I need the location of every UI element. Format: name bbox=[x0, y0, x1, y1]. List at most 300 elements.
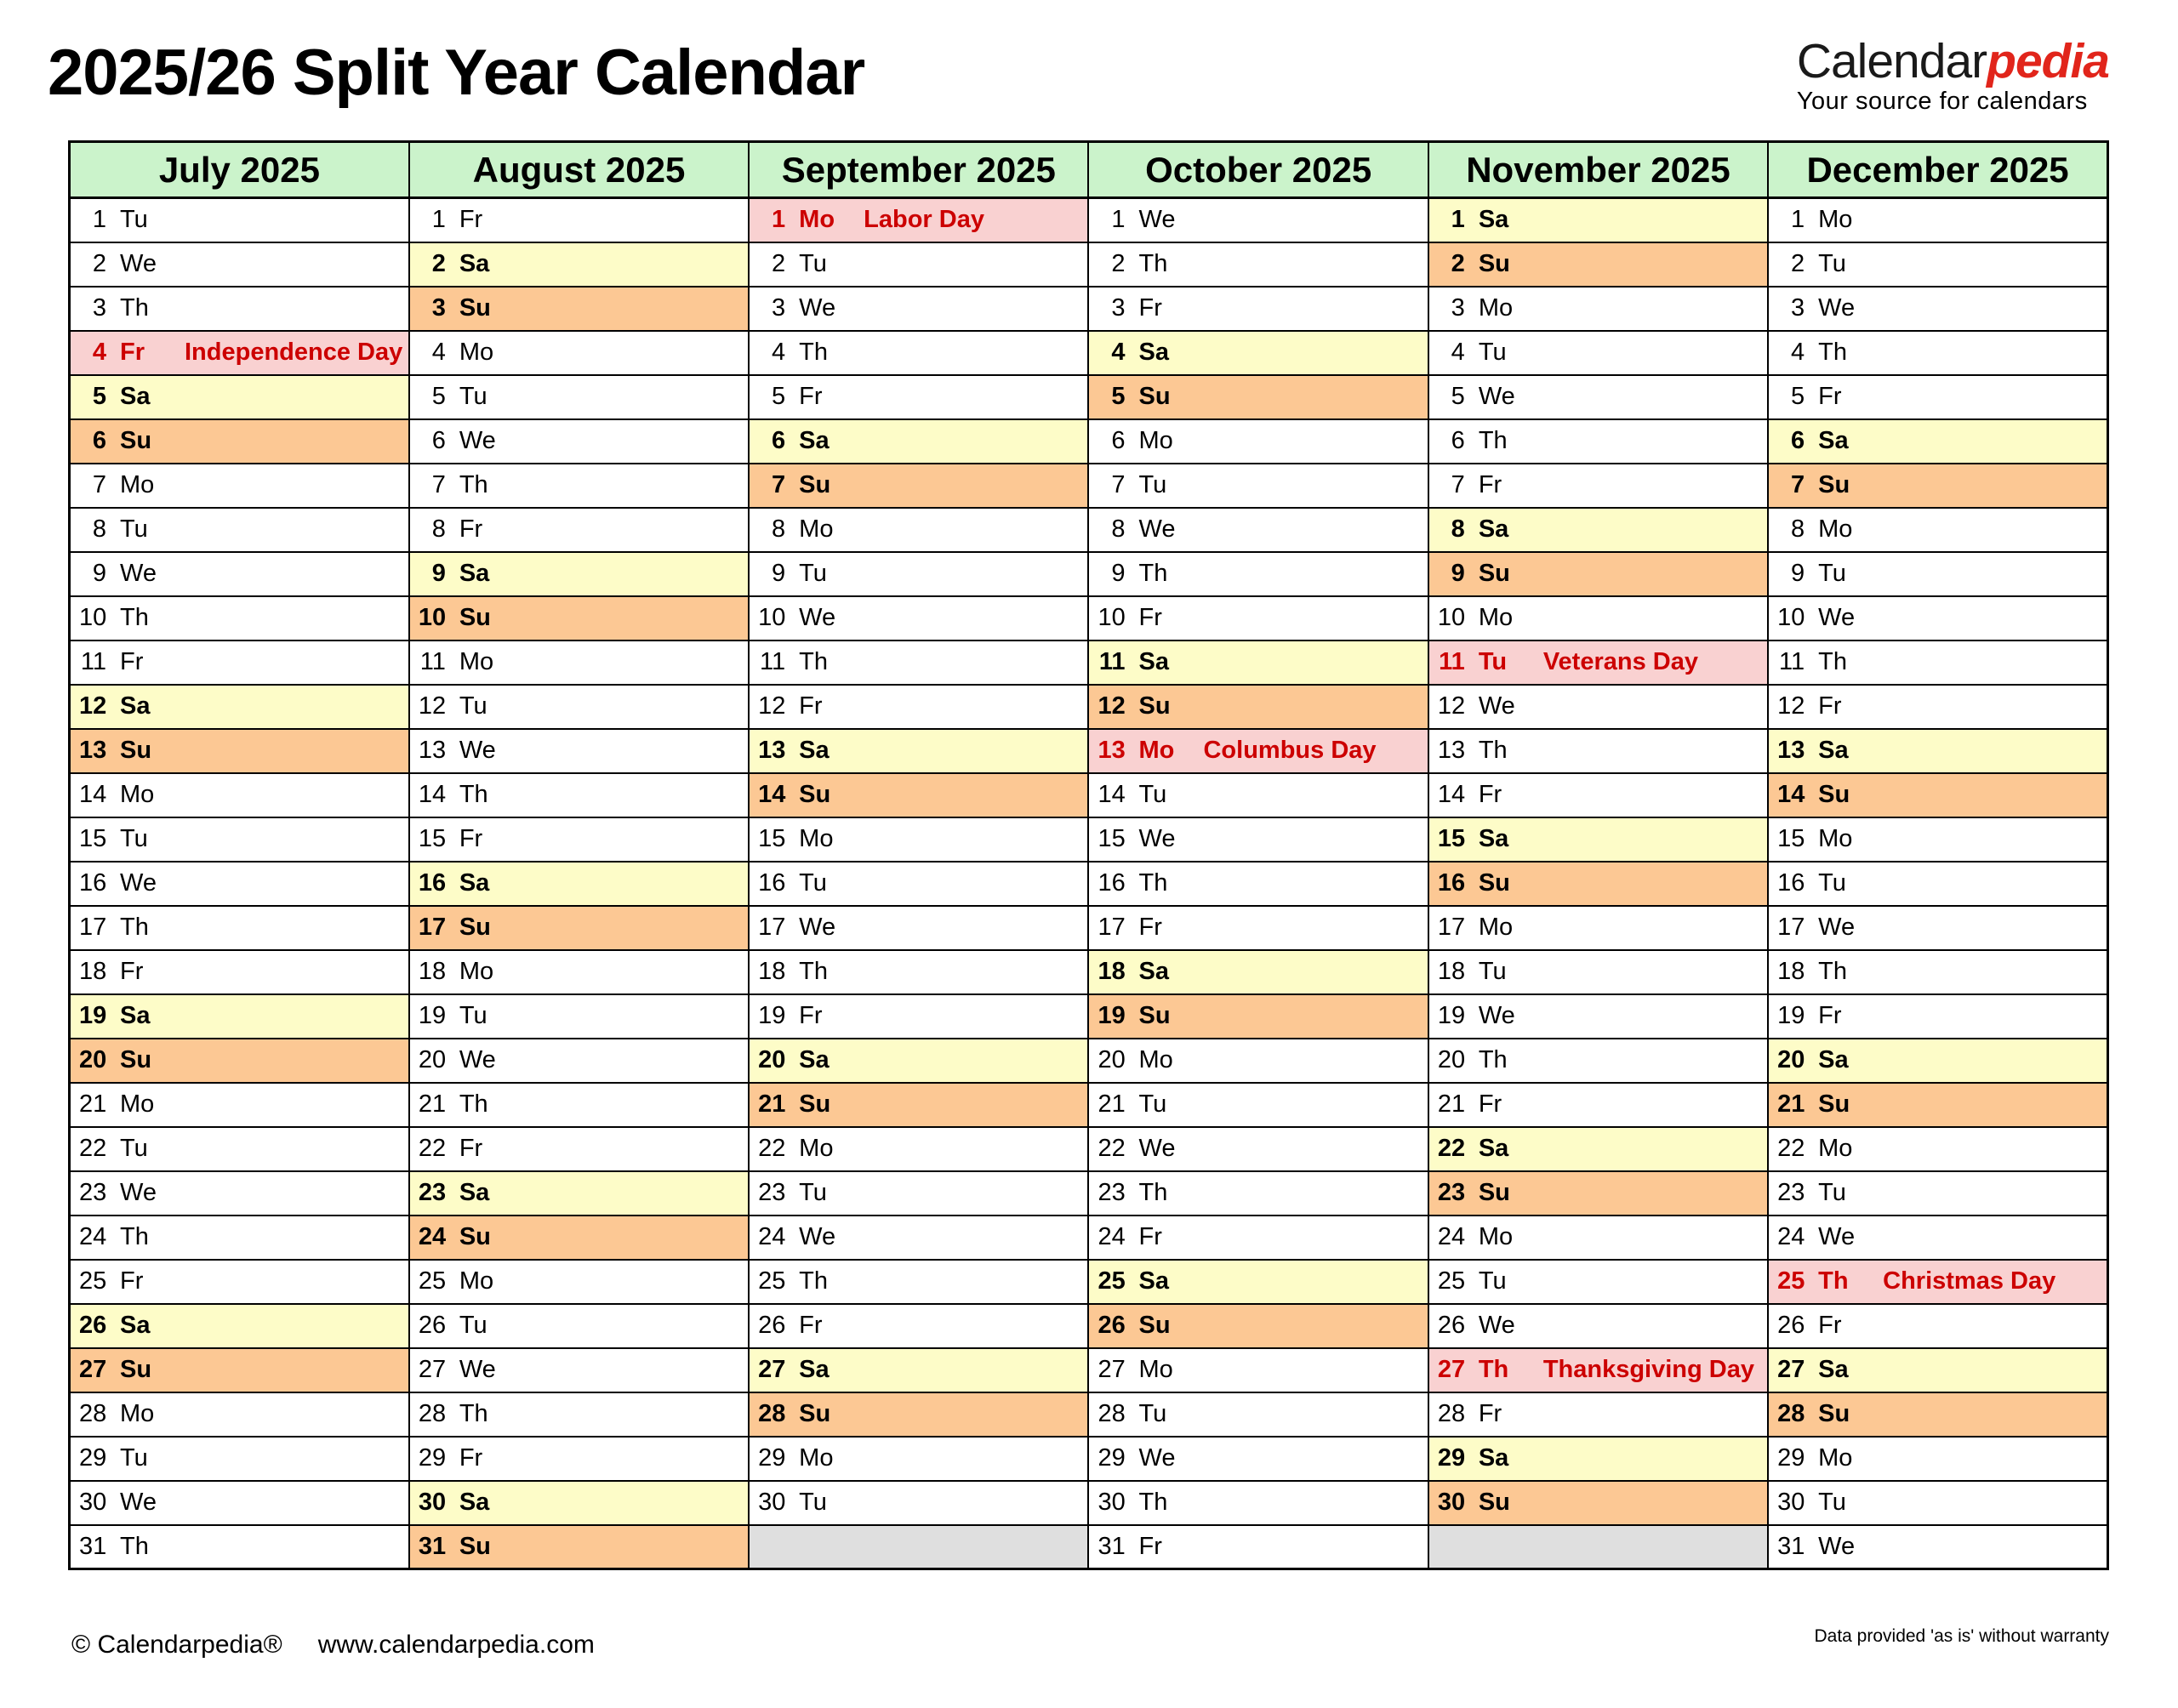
day-number: 21 bbox=[1437, 1090, 1466, 1118]
weekday-abbr: Tu bbox=[120, 206, 148, 234]
day-cell bbox=[409, 906, 749, 950]
calendar-row bbox=[70, 1083, 2108, 1127]
day-cell bbox=[1088, 729, 1428, 773]
day-number: 6 bbox=[1111, 427, 1126, 454]
weekday-abbr: Su bbox=[1478, 869, 1510, 897]
weekday-abbr: Sa bbox=[799, 427, 830, 454]
calendar-row bbox=[70, 685, 2108, 729]
day-cell bbox=[70, 640, 409, 685]
calendar-row bbox=[70, 1216, 2108, 1260]
weekday-abbr: Sa bbox=[459, 1489, 490, 1516]
weekday-abbr: Tu bbox=[1138, 1090, 1167, 1118]
day-number: 2 bbox=[772, 250, 786, 277]
weekday-abbr: Mo bbox=[799, 1135, 834, 1162]
day-number: 12 bbox=[1098, 692, 1126, 720]
day-number: 4 bbox=[92, 339, 106, 366]
day-cell bbox=[1428, 508, 1768, 552]
day-number: 5 bbox=[1451, 383, 1465, 410]
day-cell bbox=[749, 1437, 1088, 1481]
weekday-abbr: Mo bbox=[120, 471, 155, 498]
footer-disclaimer: Data provided 'as is' without warranty bbox=[1814, 1626, 2109, 1646]
day-number: 7 bbox=[92, 471, 106, 498]
day-number: 6 bbox=[431, 427, 446, 454]
day-number: 24 bbox=[79, 1223, 107, 1250]
day-cell bbox=[1768, 464, 2107, 508]
day-number: 16 bbox=[758, 869, 786, 897]
day-number: 11 bbox=[1439, 648, 1465, 675]
day-number: 25 bbox=[1098, 1267, 1126, 1295]
weekday-abbr: Su bbox=[459, 1223, 491, 1250]
day-number: 20 bbox=[758, 1046, 786, 1073]
day-cell bbox=[409, 198, 749, 242]
page-title: 2025/26 Split Year Calendar bbox=[48, 37, 865, 109]
day-number: 16 bbox=[418, 869, 447, 897]
day-cell bbox=[749, 862, 1088, 906]
weekday-abbr: Fr bbox=[799, 1312, 823, 1339]
day-number: 9 bbox=[1451, 560, 1465, 587]
day-number: 29 bbox=[758, 1444, 786, 1472]
day-number: 24 bbox=[1098, 1223, 1126, 1250]
weekday-abbr: Su bbox=[1478, 1179, 1510, 1206]
weekday-abbr: Th bbox=[799, 339, 828, 366]
day-cell bbox=[70, 464, 409, 508]
weekday-abbr: Sa bbox=[120, 1312, 151, 1339]
weekday-abbr: Tu bbox=[1138, 781, 1167, 808]
weekday-abbr: Tu bbox=[1818, 250, 1846, 277]
weekday-abbr: Sa bbox=[120, 692, 151, 720]
weekday-abbr: Su bbox=[1138, 1312, 1171, 1339]
calendar-row bbox=[70, 596, 2108, 640]
day-number: 12 bbox=[758, 692, 786, 720]
day-number: 3 bbox=[1111, 294, 1126, 322]
day-cell bbox=[70, 1039, 409, 1083]
day-cell bbox=[1768, 1348, 2107, 1392]
day-cell bbox=[1088, 906, 1428, 950]
weekday-abbr: Mo bbox=[1478, 1223, 1514, 1250]
weekday-abbr: We bbox=[1478, 383, 1515, 410]
day-cell bbox=[749, 419, 1088, 464]
day-number: 19 bbox=[1437, 1002, 1466, 1029]
day-number: 18 bbox=[758, 958, 786, 985]
day-cell bbox=[1428, 1127, 1768, 1171]
day-cell bbox=[1088, 375, 1428, 419]
day-number: 8 bbox=[1451, 515, 1465, 543]
day-number: 30 bbox=[1098, 1489, 1126, 1516]
weekday-abbr: Su bbox=[120, 1356, 152, 1383]
day-number: 3 bbox=[772, 294, 786, 322]
weekday-abbr: Th bbox=[1138, 1489, 1168, 1516]
weekday-abbr: Sa bbox=[1818, 737, 1849, 764]
day-cell bbox=[1428, 994, 1768, 1039]
day-number: 11 bbox=[80, 648, 106, 675]
weekday-abbr: Mo bbox=[1138, 1046, 1173, 1073]
day-cell bbox=[1768, 773, 2107, 817]
day-number: 24 bbox=[418, 1223, 447, 1250]
weekday-abbr: Mo bbox=[799, 825, 834, 852]
holiday-label: Christmas Day bbox=[1883, 1267, 2056, 1295]
day-number: 6 bbox=[1451, 427, 1465, 454]
day-cell bbox=[749, 1083, 1088, 1127]
day-cell bbox=[1428, 375, 1768, 419]
day-cell bbox=[1768, 685, 2107, 729]
day-number: 23 bbox=[1777, 1179, 1805, 1206]
weekday-abbr: Th bbox=[120, 294, 149, 322]
day-cell bbox=[409, 1039, 749, 1083]
weekday-abbr: Th bbox=[459, 1400, 488, 1427]
day-number: 12 bbox=[418, 692, 447, 720]
day-number: 21 bbox=[79, 1090, 107, 1118]
day-number: 5 bbox=[772, 383, 786, 410]
weekday-abbr: Sa bbox=[799, 1046, 830, 1073]
weekday-abbr: Sa bbox=[459, 250, 490, 277]
day-number: 19 bbox=[1777, 1002, 1805, 1029]
day-cell bbox=[409, 862, 749, 906]
calendar-row bbox=[70, 994, 2108, 1039]
day-cell bbox=[70, 1304, 409, 1348]
day-cell bbox=[409, 773, 749, 817]
day-number: 29 bbox=[79, 1444, 107, 1472]
weekday-abbr: We bbox=[1818, 914, 1856, 941]
day-number: 26 bbox=[1437, 1312, 1466, 1339]
day-number: 25 bbox=[1777, 1267, 1805, 1295]
weekday-abbr: Mo bbox=[1818, 825, 1853, 852]
day-cell bbox=[1428, 552, 1768, 596]
day-number: 27 bbox=[1777, 1356, 1805, 1383]
day-cell bbox=[1768, 331, 2107, 375]
weekday-abbr: Su bbox=[459, 294, 491, 322]
day-number: 31 bbox=[418, 1532, 447, 1560]
calendar-table bbox=[68, 140, 2109, 1570]
weekday-abbr: Fr bbox=[459, 1135, 483, 1162]
day-number: 19 bbox=[418, 1002, 447, 1029]
day-number: 8 bbox=[431, 515, 446, 543]
day-number: 7 bbox=[1451, 471, 1465, 498]
weekday-abbr: Th bbox=[120, 1532, 149, 1560]
weekday-abbr: Su bbox=[1138, 1002, 1171, 1029]
weekday-abbr: We bbox=[120, 560, 157, 587]
weekday-abbr: Th bbox=[799, 648, 828, 675]
weekday-abbr: We bbox=[799, 604, 836, 631]
day-number: 16 bbox=[1098, 869, 1126, 897]
day-cell bbox=[70, 817, 409, 862]
weekday-abbr: Fr bbox=[120, 339, 145, 366]
weekday-abbr: Tu bbox=[120, 515, 148, 543]
website-link[interactable]: www.calendarpedia.com bbox=[317, 1631, 595, 1659]
day-cell bbox=[1088, 1260, 1428, 1304]
day-number: 7 bbox=[431, 471, 446, 498]
day-cell bbox=[409, 1171, 749, 1216]
calendar-row bbox=[70, 1039, 2108, 1083]
day-cell bbox=[70, 1260, 409, 1304]
day-cell bbox=[1088, 552, 1428, 596]
day-cell bbox=[1428, 773, 1768, 817]
calendar-row bbox=[70, 508, 2108, 552]
day-number: 17 bbox=[79, 914, 107, 941]
weekday-abbr: We bbox=[1818, 1223, 1856, 1250]
weekday-abbr: Th bbox=[1138, 250, 1168, 277]
weekday-abbr: We bbox=[1138, 206, 1176, 234]
day-number: 15 bbox=[79, 825, 107, 852]
weekday-abbr: Th bbox=[120, 1223, 149, 1250]
day-cell bbox=[409, 1525, 749, 1569]
day-cell bbox=[1768, 1481, 2107, 1525]
weekday-abbr: Fr bbox=[799, 692, 823, 720]
weekday-abbr: Sa bbox=[1138, 958, 1169, 985]
weekday-abbr: Su bbox=[120, 737, 152, 764]
weekday-abbr: Fr bbox=[799, 1002, 823, 1029]
day-number: 28 bbox=[758, 1400, 786, 1427]
day-number: 7 bbox=[1111, 471, 1126, 498]
day-cell bbox=[749, 1171, 1088, 1216]
day-cell bbox=[749, 375, 1088, 419]
day-number: 23 bbox=[1437, 1179, 1466, 1206]
weekday-abbr: Sa bbox=[1478, 1444, 1509, 1472]
day-number: 9 bbox=[1111, 560, 1126, 587]
day-cell bbox=[1768, 817, 2107, 862]
day-number: 21 bbox=[418, 1090, 447, 1118]
weekday-abbr: Fr bbox=[459, 1444, 483, 1472]
day-cell bbox=[749, 950, 1088, 994]
day-number: 21 bbox=[1777, 1090, 1805, 1118]
day-number: 17 bbox=[758, 914, 786, 941]
day-number: 15 bbox=[418, 825, 447, 852]
weekday-abbr: Fr bbox=[1138, 914, 1162, 941]
day-number: 28 bbox=[1777, 1400, 1805, 1427]
holiday-label: Columbus Day bbox=[1203, 737, 1377, 764]
day-number: 30 bbox=[1777, 1489, 1805, 1516]
day-cell bbox=[1768, 419, 2107, 464]
day-cell bbox=[1768, 1304, 2107, 1348]
weekday-abbr: Mo bbox=[799, 1444, 834, 1472]
day-number: 10 bbox=[79, 604, 107, 631]
calendar-row bbox=[70, 906, 2108, 950]
day-number: 8 bbox=[92, 515, 106, 543]
day-cell bbox=[749, 1127, 1088, 1171]
day-number: 21 bbox=[1098, 1090, 1126, 1118]
weekday-abbr: We bbox=[459, 1046, 496, 1073]
weekday-abbr: Sa bbox=[1478, 825, 1509, 852]
weekday-abbr: Sa bbox=[799, 737, 830, 764]
day-cell bbox=[749, 640, 1088, 685]
day-cell bbox=[1768, 1525, 2107, 1569]
weekday-abbr: We bbox=[1138, 515, 1176, 543]
day-cell bbox=[1088, 464, 1428, 508]
day-cell bbox=[1768, 1392, 2107, 1437]
day-cell bbox=[1088, 862, 1428, 906]
weekday-abbr: Tu bbox=[120, 825, 148, 852]
day-number: 15 bbox=[758, 825, 786, 852]
calendar-row bbox=[70, 1127, 2108, 1171]
day-cell bbox=[409, 994, 749, 1039]
day-cell bbox=[409, 729, 749, 773]
calendar-row bbox=[70, 375, 2108, 419]
day-cell bbox=[409, 287, 749, 331]
day-cell bbox=[749, 994, 1088, 1039]
day-cell bbox=[1768, 552, 2107, 596]
weekday-abbr: Tu bbox=[459, 1312, 487, 1339]
calendarpedia-logo bbox=[1796, 34, 2109, 115]
day-cell bbox=[1088, 1481, 1428, 1525]
day-cell bbox=[70, 1127, 409, 1171]
day-number: 14 bbox=[758, 781, 786, 808]
day-cell bbox=[409, 1216, 749, 1260]
day-number: 14 bbox=[1098, 781, 1126, 808]
weekday-abbr: We bbox=[799, 914, 836, 941]
weekday-abbr: Fr bbox=[1818, 692, 1842, 720]
day-number: 18 bbox=[1437, 958, 1466, 985]
day-cell bbox=[1768, 508, 2107, 552]
day-number: 20 bbox=[1777, 1046, 1805, 1073]
day-cell bbox=[749, 1481, 1088, 1525]
day-cell bbox=[1428, 640, 1768, 685]
weekday-abbr: Fr bbox=[120, 1267, 144, 1295]
day-cell bbox=[70, 1216, 409, 1260]
day-number: 11 bbox=[419, 648, 446, 675]
day-number: 19 bbox=[1098, 1002, 1126, 1029]
day-number: 2 bbox=[431, 250, 446, 277]
day-number: 2 bbox=[1111, 250, 1126, 277]
day-cell bbox=[749, 1260, 1088, 1304]
day-number: 5 bbox=[1791, 383, 1805, 410]
weekday-abbr: Su bbox=[1818, 471, 1850, 498]
day-cell bbox=[70, 375, 409, 419]
day-cell bbox=[1088, 198, 1428, 242]
day-number: 29 bbox=[1098, 1444, 1126, 1472]
weekday-abbr: Su bbox=[799, 471, 831, 498]
day-cell bbox=[1768, 950, 2107, 994]
weekday-abbr: Tu bbox=[459, 1002, 487, 1029]
day-cell bbox=[1088, 1083, 1428, 1127]
weekday-abbr: Th bbox=[1478, 1356, 1509, 1383]
weekday-abbr: We bbox=[1478, 1002, 1515, 1029]
day-number: 16 bbox=[1777, 869, 1805, 897]
day-cell bbox=[1088, 773, 1428, 817]
day-cell bbox=[70, 685, 409, 729]
day-number: 29 bbox=[418, 1444, 447, 1472]
weekday-abbr: We bbox=[1138, 825, 1176, 852]
calendar-row bbox=[70, 773, 2108, 817]
day-number: 1 bbox=[431, 206, 446, 234]
weekday-abbr: Fr bbox=[1818, 1002, 1842, 1029]
weekday-abbr: Fr bbox=[1818, 1312, 1842, 1339]
day-number: 13 bbox=[79, 737, 107, 764]
month-header: October 2025 bbox=[1088, 142, 1428, 198]
day-number: 12 bbox=[1437, 692, 1466, 720]
day-number: 6 bbox=[1791, 427, 1805, 454]
day-number: 24 bbox=[1777, 1223, 1805, 1250]
weekday-abbr: Sa bbox=[799, 1356, 830, 1383]
day-number: 19 bbox=[758, 1002, 786, 1029]
day-cell bbox=[749, 331, 1088, 375]
weekday-abbr: We bbox=[1818, 294, 1856, 322]
weekday-abbr: Sa bbox=[1478, 1135, 1509, 1162]
weekday-abbr: Mo bbox=[1138, 427, 1173, 454]
day-cell bbox=[1428, 1348, 1768, 1392]
holiday-label: Labor Day bbox=[864, 206, 984, 234]
day-cell bbox=[1088, 287, 1428, 331]
day-cell bbox=[70, 1525, 409, 1569]
day-number: 23 bbox=[758, 1179, 786, 1206]
weekday-abbr: We bbox=[120, 1489, 157, 1516]
calendar-row bbox=[70, 1525, 2108, 1569]
day-cell bbox=[70, 419, 409, 464]
day-number: 30 bbox=[418, 1489, 447, 1516]
day-cell bbox=[1088, 640, 1428, 685]
weekday-abbr: We bbox=[1138, 1135, 1176, 1162]
weekday-abbr: Mo bbox=[1818, 515, 1853, 543]
day-cell bbox=[1768, 242, 2107, 287]
day-cell bbox=[1428, 1083, 1768, 1127]
day-number: 26 bbox=[1777, 1312, 1805, 1339]
weekday-abbr: Tu bbox=[120, 1135, 148, 1162]
weekday-abbr: Sa bbox=[459, 1179, 490, 1206]
day-number: 3 bbox=[92, 294, 106, 322]
day-cell bbox=[749, 464, 1088, 508]
day-number: 16 bbox=[1437, 869, 1466, 897]
day-cell bbox=[1428, 331, 1768, 375]
weekday-abbr: Fr bbox=[120, 648, 144, 675]
weekday-abbr: Th bbox=[459, 781, 488, 808]
day-number: 13 bbox=[418, 737, 447, 764]
weekday-abbr: Su bbox=[120, 427, 152, 454]
day-cell bbox=[1428, 950, 1768, 994]
weekday-abbr: Th bbox=[1818, 958, 1847, 985]
day-cell bbox=[1088, 596, 1428, 640]
weekday-abbr: Su bbox=[1138, 383, 1171, 410]
day-cell bbox=[409, 596, 749, 640]
day-number: 6 bbox=[92, 427, 106, 454]
weekday-abbr: Th bbox=[1818, 339, 1847, 366]
day-cell bbox=[1088, 1392, 1428, 1437]
weekday-abbr: Th bbox=[1138, 560, 1168, 587]
weekday-abbr: Su bbox=[1818, 781, 1850, 808]
day-cell bbox=[409, 1437, 749, 1481]
day-cell bbox=[749, 1216, 1088, 1260]
day-number: 17 bbox=[418, 914, 447, 941]
day-number: 9 bbox=[772, 560, 786, 587]
day-number: 18 bbox=[418, 958, 447, 985]
weekday-abbr: Fr bbox=[459, 206, 483, 234]
weekday-abbr: Th bbox=[799, 1267, 828, 1295]
weekday-abbr: Fr bbox=[1138, 1223, 1162, 1250]
day-number: 1 bbox=[1451, 206, 1465, 234]
day-number: 30 bbox=[1437, 1489, 1466, 1516]
day-number: 27 bbox=[418, 1356, 447, 1383]
calendar-row bbox=[70, 640, 2108, 685]
day-number: 28 bbox=[1098, 1400, 1126, 1427]
calendar-row bbox=[70, 817, 2108, 862]
day-number: 15 bbox=[1777, 825, 1805, 852]
weekday-abbr: Su bbox=[799, 781, 831, 808]
empty-cell bbox=[749, 1525, 1088, 1569]
day-number: 30 bbox=[758, 1489, 786, 1516]
day-cell bbox=[749, 198, 1088, 242]
weekday-abbr: Th bbox=[459, 471, 488, 498]
day-cell bbox=[70, 729, 409, 773]
calendar-row bbox=[70, 1260, 2108, 1304]
day-cell bbox=[1088, 994, 1428, 1039]
weekday-abbr: Su bbox=[459, 1532, 491, 1560]
day-cell bbox=[749, 1039, 1088, 1083]
day-cell bbox=[749, 1392, 1088, 1437]
day-cell bbox=[749, 1304, 1088, 1348]
weekday-abbr: Tu bbox=[459, 692, 487, 720]
weekday-abbr: Fr bbox=[459, 825, 483, 852]
weekday-abbr: Su bbox=[1478, 560, 1510, 587]
day-cell bbox=[409, 950, 749, 994]
logo-tagline: Your source for calendars bbox=[1796, 88, 2088, 115]
weekday-abbr: Tu bbox=[1818, 1179, 1846, 1206]
